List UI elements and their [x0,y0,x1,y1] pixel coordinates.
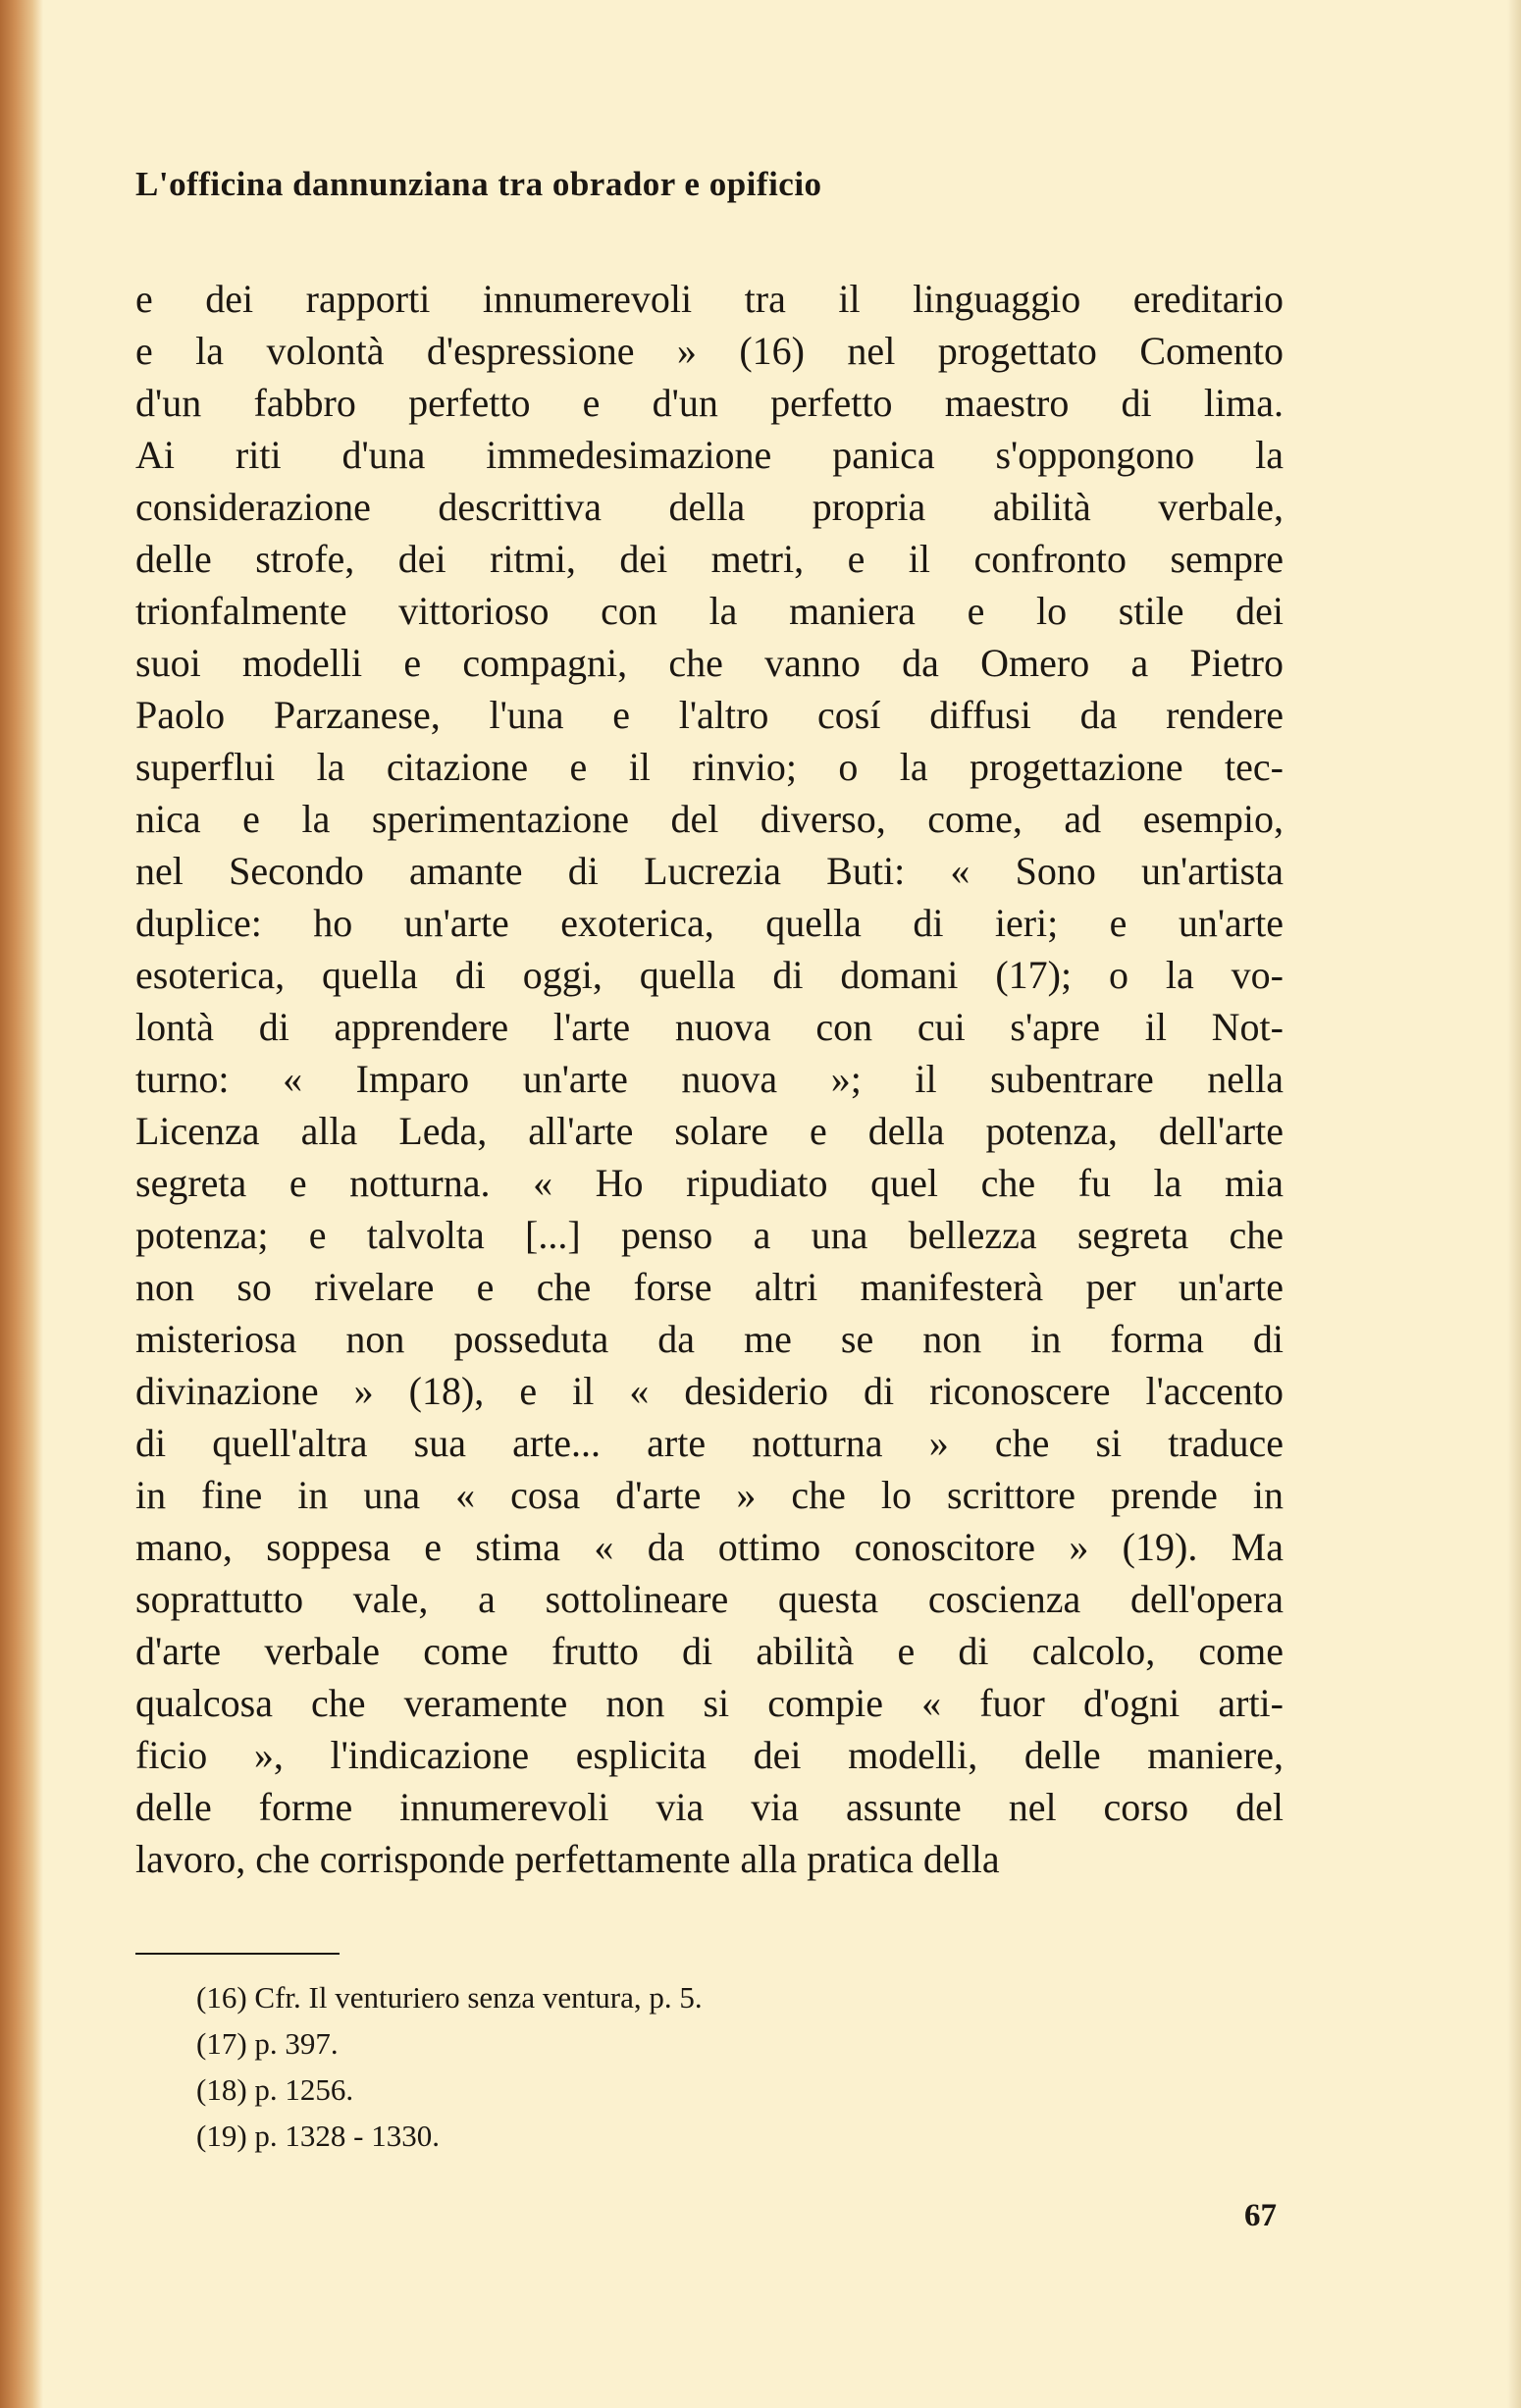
footnotes [196,1974,703,2159]
text-line: Paolo Parzanese, l'una e l'altro cosí diffusi da rendere [135,693,1284,737]
text-line: nel Secondo amante di Lucrezia Buti: « Sono un'artista [135,849,1284,893]
text-line: delle strofe, dei ritmi, dei metri, e il confronto sempre [135,537,1284,581]
page-number: 67 [1244,2198,1277,2233]
text-line: esoterica, quella di oggi, quella di domani (17); o la vo- [135,953,1284,997]
text-line: delle forme innumerevoli via via assunte nel corso del [135,1785,1284,1829]
text-line: mano, soppesa e stima « da ottimo conoscitore » (19). Ma [135,1525,1284,1569]
text-line: d'arte verbale come frutto di abilità e di calcolo, come [135,1629,1284,1673]
text-line: ficio », l'indicazione esplicita dei modelli, delle maniere, [135,1733,1284,1777]
text-line: nica e la sperimentazione del diverso, come, ad esempio, [135,797,1284,841]
page-right-edge [1507,0,1521,2408]
footnote: (19) p. 1328 - 1330. [196,2119,440,2153]
text-line: trionfalmente vittorioso con la maniera e lo stile dei [135,589,1284,633]
running-header: L'officina dannunziana tra obrador e opificio [135,165,822,203]
text-line: segreta e notturna. « Ho ripudiato quel che fu la mia [135,1161,1284,1205]
footnote: (18) p. 1256. [196,2072,354,2107]
text-line: di quell'altra sua arte... arte notturna » che si traduce [135,1421,1284,1465]
text-line: potenza; e talvolta [...] penso a una bellezza segreta che [135,1213,1284,1257]
text-line: turno: « Imparo un'arte nuova »; il subentrare nella [135,1057,1284,1101]
text-line: d'un fabbro perfetto e d'un perfetto maestro di lima. [135,381,1284,425]
text-line: Ai riti d'una immedesimazione panica s'oppongono la [135,433,1284,477]
text-line: lontà di apprendere l'arte nuova con cui s'apre il Not- [135,1005,1284,1049]
text-line: superflui la citazione e il rinvio; o la progettazione tec- [135,745,1284,789]
page-gutter-shadow [0,0,43,2408]
footnote: (16) Cfr. Il venturiero senza ventura, p. 5. [196,1980,703,2015]
text-line: divinazione » (18), e il « desiderio di riconoscere l'accento [135,1369,1284,1413]
text-line: soprattutto vale, a sottolineare questa coscienza dell'opera [135,1577,1284,1621]
text-line: e la volontà d'espressione » (16) nel progettato Comento [135,329,1284,373]
text-line: non so rivelare e che forse altri manifesterà per un'arte [135,1265,1284,1309]
text-line: Licenza alla Leda, all'arte solare e della potenza, dell'arte [135,1109,1284,1153]
text-line: duplice: ho un'arte exoterica, quella di ieri; e un'arte [135,901,1284,945]
footnote-separator [135,1953,340,1955]
text-line: suoi modelli e compagni, che vanno da Omero a Pietro [135,641,1284,685]
text-line: e dei rapporti innumerevoli tra il linguaggio ereditario [135,277,1284,321]
text-line: qualcosa che veramente non si compie « fuor d'ogni arti- [135,1681,1284,1725]
footnote: (17) p. 397. [196,2026,339,2061]
text-line: misteriosa non posseduta da me se non in forma di [135,1317,1284,1361]
text-line: lavoro, che corrisponde perfettamente alla pratica della [135,1837,1000,1881]
main-paragraph [135,273,1284,1885]
text-line: considerazione descrittiva della propria abilità verbale, [135,485,1284,529]
text-line: in fine in una « cosa d'arte » che lo scrittore prende in [135,1473,1284,1517]
